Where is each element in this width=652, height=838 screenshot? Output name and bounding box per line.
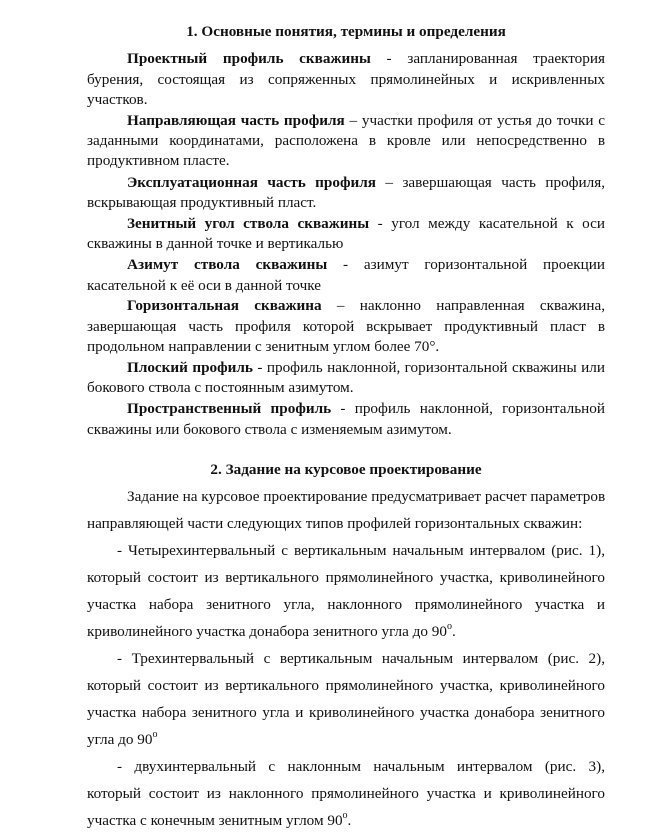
paragraph-line: Задание на курсовое проектирование предусматривает расчет параметров [127, 488, 606, 505]
definition-term: Зенитный угол ствола скважины [127, 215, 370, 232]
list-item-line: угла до $90^о$ [87, 728, 158, 748]
degree-mark: о [152, 728, 158, 740]
definition-line: Эксплуатационная часть профиля – завершающая часть профиля, [127, 174, 605, 191]
list-item-line: участка набора зенитного угла и криволинейного участка донабора зенитного [87, 704, 605, 721]
degree-mark: о [342, 809, 348, 821]
definition-term: Эксплуатационная часть профиля [127, 174, 376, 191]
list-item-line: - Четырехинтервальный с вертикальным начальным интервалом (рис. 1), [117, 542, 605, 559]
list-item-line: который состоит из наклонного прямолинейного участка и криволинейного [87, 785, 605, 802]
definition-line: Азимут ствола скважины - азимут горизонтальной проекции [127, 256, 605, 273]
definition-line: касательной к её оси в данной точке [87, 277, 322, 294]
list-item-line: участка с конечным зенитным углом $90^о$. [87, 809, 352, 829]
definition-line: скважины или бокового ствола с изменяемым азимутом. [87, 421, 452, 438]
section-1-heading: 1. Основные понятия, термины и определения [186, 23, 506, 40]
section-2-heading: 2. Задание на курсовое проектирование [210, 461, 482, 478]
definition-line: участков. [87, 91, 148, 108]
list-item-line: участка набора зенитного угла, наклонного прямолинейного участка и [87, 596, 605, 613]
paragraph-line: направляющей части следующих типов профилей горизонтальных скважин: [87, 515, 583, 532]
definition-term: Плоский профиль [127, 359, 253, 376]
definition-line: завершающая часть профиля которой вскрывает продуктивный пласт в [87, 318, 605, 335]
definition-line: Проектный профиль скважины - запланированная траектория [127, 50, 605, 67]
definition-line: Пространственный профиль - профиль наклонной, горизонтальной [127, 400, 606, 417]
definition-term: Направляющая часть профиля [127, 112, 345, 129]
definition-term: Азимут ствола скважины [127, 256, 328, 273]
definition-term: Горизонтальная скважина [127, 297, 322, 314]
definition-line: бурения, состоящая из сопряженных прямолинейных и искривленных [87, 71, 605, 88]
definition-line: вскрывающая продуктивный пласт. [87, 194, 317, 211]
list-item-line: который состоит из вертикального прямолинейного участка, криволинейного [87, 569, 605, 586]
definition-term: Пространственный профиль [127, 400, 332, 417]
degree-mark: о [446, 620, 452, 632]
list-item-line: - двухинтервальный с наклонным начальным интервалом (рис. 3), [117, 758, 605, 775]
definition-line: бокового ствола с постоянным азимутом. [87, 379, 354, 396]
definition-line: Направляющая часть профиля – участки профиля от устья до точки с [127, 112, 606, 129]
definition-line: заданными координатами, расположена в кровле или непосредственно в [87, 132, 605, 149]
definition-line: продольном направлении с зенитным углом более 70°. [87, 338, 440, 355]
list-item-line: который состоит из вертикального прямолинейного участка, криволинейного [87, 677, 605, 694]
definition-line: Зенитный угол ствола скважины - угол между касательной к оси [127, 215, 605, 232]
definition-line: Плоский профиль - профиль наклонной, горизонтальной скважины или [127, 359, 605, 376]
list-item-line: - Трехинтервальный с вертикальным начальным интервалом (рис. 2), [117, 650, 605, 667]
definition-line: продуктивном пласте. [87, 152, 230, 169]
definition-line: скважины в данной точке и вертикалью [87, 235, 344, 252]
definition-line: Горизонтальная скважина – наклонно направленная скважина, [127, 297, 605, 314]
definition-term: Проектный профиль скважины [127, 50, 371, 67]
list-item-line: криволинейного участка донабора зенитного угла до $90^о$. [87, 620, 456, 640]
